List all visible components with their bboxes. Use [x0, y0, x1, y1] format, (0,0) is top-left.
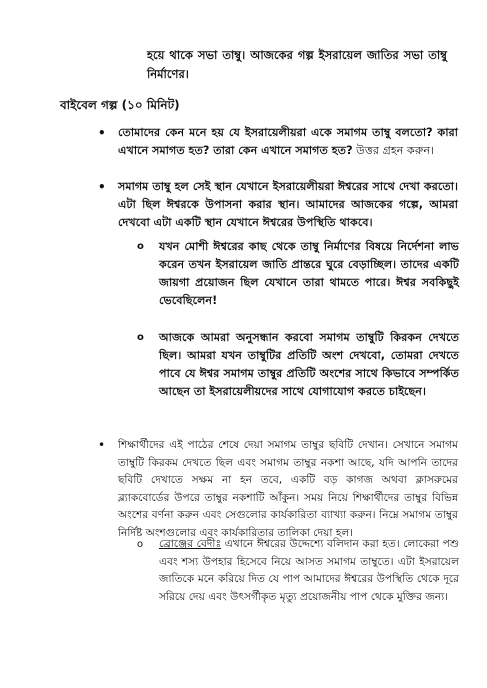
sub-bullet-mark: o [137, 332, 144, 343]
sub-bullet-2-text: আজকে আমরা অনুসন্ধান করবো সমাগম তাম্বুটি কিরকন দেখতে ছিল। আমরা যখন তাম্বুটির প্রতিটি অংশ দেখবো, তোমরা দেখতে পাবে যে ঈশ্বর সমাগম তাম্বুর প্রতিটি অংশের সাথে কিভাবে সম্পর্কিত আছেন তা ইসরায়েলীয়দের সাথে যোগাযোগ করতে চাইছেন। [159, 331, 459, 398]
intro-paragraph [147, 46, 447, 84]
bullet-3-text: শিক্ষার্থীদের এই পাঠের শেষে দেয়া সমাগম তাম্বুর ছবিটি দেখান। সেখানে সমাগম তাম্বুটি কিরকম দেখতে ছিল এবং সমাগম তাম্বুর নকশা আছে, যদি আপনি তাদের ছবিটি দেখাতে সক্ষম না হন তবে, একটি বড় কাগজ অথবা ক্লাসরুমের ব্ল্যাকবোর্ডের উপরে তাম্বুর নকশাটি আঁকুন। সময় নিয়ে শিক্ষার্থীদের তাম্বুর বিভিন্ন অংশের বর্ণনা করুন এবং সেগুলোর কার্যকারিতা ব্যাখ্যা করুন। নিম্নে সমাগম তাম্বুর নির্দিষ্ট অংশগুলোর এবং কার্যকারিতার তালিকা দেয়া হল। [118, 439, 458, 539]
section-heading: বাইবেল গল্প (১০ মিনিট) [60, 98, 180, 112]
sub-bullet-item-3 [137, 536, 459, 606]
bullet-item-3 [98, 437, 458, 542]
bronze-altar-term: ব্রোঞ্জের বেদীঃ [159, 538, 222, 550]
sub-bullet-item-1 [137, 238, 459, 310]
bullet-1-bold-text: তোমাদের কেন মনে হয় যে ইসরায়েলীয়রা একে সমাগম তাম্বু বলতো? কারা এখানে সমাগত হত? তারা কেন এখানে সমাগত হত? [118, 126, 458, 157]
bullet-2-text: সমাগম তাম্বু হল সেই স্থান যেখানে ইসরায়েলীয়রা ঈশ্বরের সাথে দেখা করতো। এটা ছিল ঈশ্বরকে উপাসনা করার স্থান। আমাদের আজকের গল্পে, আমরা দেখবো এটা একটি স্থান যেখানে ঈশ্বরের উপস্থিতি থাকবে। [118, 180, 458, 229]
sub-bullet-3-text: এখানে ঈশ্বরের উদ্দেশ্যে বলিদান করা হত। লোকেরা পশু এবং শস্য উপহার হিসেবে নিয়ে আসত সমাগম তাম্বুতে। এটা ইসরায়েল জাতিকে মনে করিয়ে দিত যে পাপ আমাদের ঈশ্বরের উপস্থিতি থেকে দূরে সরিয়ে দেয় এবং উৎসর্গীকৃত মৃত্যু প্রয়োজনীয় পাপ থেকে মুক্তির জন্য। [159, 538, 459, 603]
intro-text: হয়ে থাকে সভা তাম্বু। আজকের গল্প ইসরায়েল জাতির সভা তাম্বু নির্মাণের। [147, 48, 447, 81]
bullet-item-2 [98, 178, 458, 232]
sub-bullet-mark: o [137, 241, 144, 252]
bullet-1-normal-text: উত্তর গ্রহন করুন। [352, 144, 435, 157]
bullet-mark: • [98, 126, 106, 140]
sub-bullet-mark: o [137, 539, 144, 550]
bullet-mark: • [98, 438, 106, 452]
bullet-mark: • [98, 180, 106, 194]
sub-bullet-1-text: যখন মোশী ঈশ্বরের কাছ থেকে তাম্বু নির্মাণের বিষয়ে নির্দেশনা লাভ করেন তখন ইসরায়েল জাতি প্রান্তরে ঘুরে বেড়াচ্ছিল। তাদের একটি জায়গা প্রয়োজন ছিল যেখানে তারা থামতে পারে। ঈশ্বর সবকিছুই ভেবেছিলেন! [159, 240, 459, 307]
sub-bullet-item-2 [137, 329, 459, 401]
bullet-item-1 [98, 124, 458, 160]
